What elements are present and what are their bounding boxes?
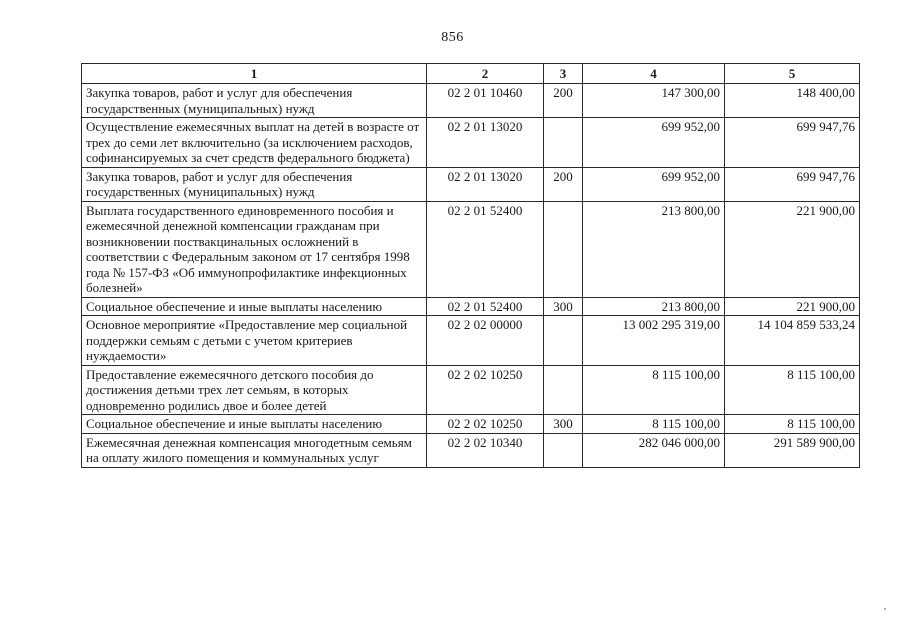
column-header-sum2: 5 bbox=[725, 64, 860, 84]
table-row bbox=[82, 297, 860, 316]
column-header-code: 2 bbox=[427, 64, 544, 84]
row-sum-year1: 213 800,00 bbox=[583, 201, 725, 297]
row-sum-year1: 8 115 100,00 bbox=[583, 415, 725, 434]
row-expense-type bbox=[544, 316, 583, 366]
row-sum-year1: 147 300,00 bbox=[583, 84, 725, 118]
row-code: 02 2 01 52400 bbox=[427, 297, 544, 316]
table-row bbox=[82, 84, 860, 118]
column-header-sum1: 4 bbox=[583, 64, 725, 84]
scan-speck bbox=[884, 608, 886, 610]
table-row bbox=[82, 365, 860, 415]
row-code: 02 2 02 00000 bbox=[427, 316, 544, 366]
row-expense-type: 200 bbox=[544, 84, 583, 118]
row-sum-year1: 282 046 000,00 bbox=[583, 433, 725, 467]
row-expense-type bbox=[544, 433, 583, 467]
row-code: 02 2 02 10250 bbox=[427, 415, 544, 434]
row-name: Социальное обеспечение и иные выплаты населению bbox=[82, 297, 427, 316]
row-sum-year2: 699 947,76 bbox=[725, 118, 860, 168]
row-sum-year2: 14 104 859 533,24 bbox=[725, 316, 860, 366]
row-code: 02 2 01 13020 bbox=[427, 118, 544, 168]
row-name: Выплата государственного единовременного пособия и ежемесячной денежной компенсации гражданам при возникновении поствакцинальных осложнений в соответствии с Федеральным законом от 17 сентября 1998 года № 157-ФЗ «Об иммунопрофилактике инфекционных болезней» bbox=[82, 201, 427, 297]
row-sum-year2: 221 900,00 bbox=[725, 201, 860, 297]
table-row bbox=[82, 167, 860, 201]
row-name: Закупка товаров, работ и услуг для обеспечения государственных (муниципальных) нужд bbox=[82, 84, 427, 118]
row-code: 02 2 02 10250 bbox=[427, 365, 544, 415]
column-header-name: 1 bbox=[82, 64, 427, 84]
row-name: Ежемесячная денежная компенсация многодетным семьям на оплату жилого помещения и коммунальных услуг bbox=[82, 433, 427, 467]
row-name: Предоставление ежемесячного детского пособия до достижения детьми трех лет семьям, в которых одновременно родились двое и более детей bbox=[82, 365, 427, 415]
row-expense-type bbox=[544, 201, 583, 297]
row-sum-year2: 699 947,76 bbox=[725, 167, 860, 201]
row-name: Социальное обеспечение и иные выплаты населению bbox=[82, 415, 427, 434]
row-code: 02 2 01 52400 bbox=[427, 201, 544, 297]
row-sum-year2: 221 900,00 bbox=[725, 297, 860, 316]
column-header-type: 3 bbox=[544, 64, 583, 84]
row-expense-type: 300 bbox=[544, 297, 583, 316]
row-sum-year2: 291 589 900,00 bbox=[725, 433, 860, 467]
row-sum-year1: 13 002 295 319,00 bbox=[583, 316, 725, 366]
table-row bbox=[82, 433, 860, 467]
table-header-row bbox=[82, 64, 860, 84]
budget-table bbox=[81, 63, 860, 468]
row-code: 02 2 02 10340 bbox=[427, 433, 544, 467]
table-row bbox=[82, 201, 860, 297]
row-code: 02 2 01 13020 bbox=[427, 167, 544, 201]
row-sum-year1: 699 952,00 bbox=[583, 118, 725, 168]
row-sum-year1: 699 952,00 bbox=[583, 167, 725, 201]
row-code: 02 2 01 10460 bbox=[427, 84, 544, 118]
table-row bbox=[82, 415, 860, 434]
row-sum-year1: 213 800,00 bbox=[583, 297, 725, 316]
row-name: Закупка товаров, работ и услуг для обеспечения государственных (муниципальных) нужд bbox=[82, 167, 427, 201]
row-sum-year2: 148 400,00 bbox=[725, 84, 860, 118]
table-row bbox=[82, 316, 860, 366]
row-name: Осуществление ежемесячных выплат на детей в возрасте от трех до семи лет включительно (за исключением расходов, софинансируемых за счет средств федерального бюджета) bbox=[82, 118, 427, 168]
row-expense-type bbox=[544, 118, 583, 168]
row-expense-type: 200 bbox=[544, 167, 583, 201]
page-number: 856 bbox=[441, 30, 464, 45]
table-row bbox=[82, 118, 860, 168]
row-sum-year2: 8 115 100,00 bbox=[725, 365, 860, 415]
row-sum-year1: 8 115 100,00 bbox=[583, 365, 725, 415]
row-name: Основное мероприятие «Предоставление мер социальной поддержки семьям с детьми с учетом критериев нуждаемости» bbox=[82, 316, 427, 366]
row-expense-type: 300 bbox=[544, 415, 583, 434]
row-sum-year2: 8 115 100,00 bbox=[725, 415, 860, 434]
row-expense-type bbox=[544, 365, 583, 415]
